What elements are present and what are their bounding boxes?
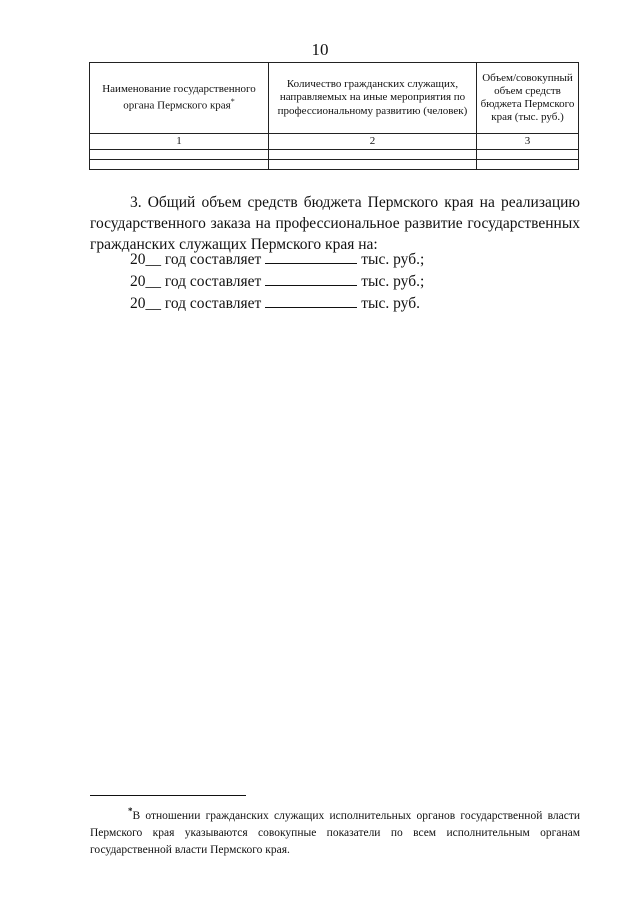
footnote-text: В отношении гражданских служащих исполнительных органов государственной власти Пермского края указываются совокупные показатели по всем исполнительным органам государственной власти Пермского края.: [90, 809, 580, 856]
table-cell: 1: [90, 134, 269, 150]
paragraph-3: 3. Общий объем средств бюджета Пермского края на реализацию государственного заказа на профессиональное развитие государственных гражданских служащих Пермского края на:: [90, 194, 580, 253]
year-line: [130, 249, 424, 271]
year-line-prefix: 20__ год составляет: [130, 251, 262, 268]
table-cell: 2: [269, 134, 477, 150]
table-header-cell: Количество гражданских служащих, направляемых на иные мероприятия по профессиональному развитию (человек): [269, 63, 477, 134]
table-cell: [269, 160, 477, 170]
year-line-suffix: тыс. руб.;: [361, 273, 425, 290]
footnote-marker: *: [230, 96, 235, 106]
year-line-suffix: тыс. руб.;: [361, 251, 425, 268]
table-header-row: [90, 63, 579, 134]
blank-field: [265, 273, 357, 286]
table-cell: 3: [477, 134, 579, 150]
table-cell: [90, 160, 269, 170]
table-header-cell: Объем/совокупный объем средств бюджета Пермского края (тыс. руб.): [477, 63, 579, 134]
year-line: [130, 271, 424, 293]
year-line: [130, 293, 424, 315]
footnote-marker: *: [128, 806, 133, 816]
footnote: [90, 803, 580, 859]
year-line-prefix: 20__ год составляет: [130, 273, 262, 290]
table-cell: [269, 150, 477, 160]
table-index-row: [90, 134, 579, 150]
table-row: [90, 160, 579, 170]
table-header-cell: [90, 63, 269, 134]
table-header-text: Наименование государственного органа Пермского края: [102, 83, 256, 112]
page-number: 10: [311, 40, 329, 59]
blank-field: [265, 295, 357, 308]
year-line-prefix: 20__ год составляет: [130, 295, 262, 312]
table-cell: [90, 150, 269, 160]
data-table: [89, 62, 579, 170]
table-cell: [477, 150, 579, 160]
blank-field: [265, 251, 357, 264]
footnote-divider: [90, 795, 246, 796]
table-row: [90, 150, 579, 160]
table-cell: [477, 160, 579, 170]
year-line-suffix: тыс. руб.: [361, 295, 420, 312]
year-lines: [130, 249, 424, 315]
